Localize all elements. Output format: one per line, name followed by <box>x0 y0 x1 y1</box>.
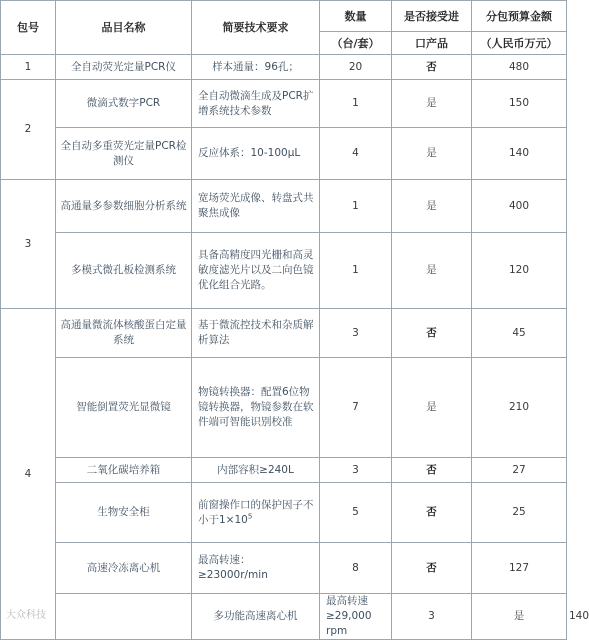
item-name: 智能倒置荧光显微镜 <box>56 358 192 458</box>
accept-import: 是 <box>392 80 472 128</box>
accept-import: 是 <box>392 180 472 233</box>
quantity: 3 <box>392 594 472 640</box>
accept-import: 否 <box>392 309 472 358</box>
header-pkg: 包号 <box>1 1 56 55</box>
table-row <box>1 55 567 80</box>
quantity: 7 <box>320 358 392 458</box>
item-name: 多功能高速离心机 <box>192 594 320 640</box>
tech-requirement: 反应体系：10-100μL <box>192 128 320 180</box>
budget: 150 <box>472 80 567 128</box>
package-number: 1 <box>1 55 56 80</box>
header-tech: 简要技术要求 <box>192 1 320 55</box>
tech-requirement: 内部容积≥240L <box>192 458 320 483</box>
table-row <box>1 483 567 543</box>
header-qty: 数量 <box>320 1 392 32</box>
table-row <box>1 80 567 128</box>
header-import-2: 口产品 <box>392 32 472 55</box>
tech-requirement: 最高转速：≥23000r/min <box>192 543 320 594</box>
table-row <box>1 358 567 458</box>
watermark: 大众科技 <box>6 610 46 621</box>
budget: 210 <box>472 358 567 458</box>
accept-import: 否 <box>392 458 472 483</box>
tech-requirement: 具备高精度四光栅和高灵敏度滤光片以及二向色镜优化组合光路。 <box>192 233 320 309</box>
budget: 25 <box>472 483 567 543</box>
table-row <box>1 543 567 594</box>
superscript: 5 <box>247 512 253 520</box>
item-name: 二氧化碳培养箱 <box>56 458 192 483</box>
table-row: 多功能高速离心机 最高转速≥29,000 rpm 3 是 140 <box>1 594 567 640</box>
table-row <box>1 309 567 358</box>
accept-import: 否 <box>392 543 472 594</box>
item-name: 生物安全柜 <box>56 483 192 543</box>
item-name: 多模式微孔板检测系统 <box>56 233 192 309</box>
quantity: 4 <box>320 128 392 180</box>
tech-requirement: 最高转速≥29,000 rpm <box>320 594 392 640</box>
package-number: 4 <box>1 309 56 640</box>
tech-requirement: 样本通量：96孔； <box>192 55 320 80</box>
package-number: 3 <box>1 180 56 309</box>
accept-import: 是 <box>392 358 472 458</box>
tech-requirement <box>192 483 320 543</box>
package-number <box>56 594 192 640</box>
table-row <box>1 233 567 309</box>
item-name: 高通量多参数细胞分析系统 <box>56 180 192 233</box>
budget: 140 <box>472 128 567 180</box>
quantity: 3 <box>320 309 392 358</box>
table-row <box>1 128 567 180</box>
header-budget: 分包预算金额 <box>472 1 567 32</box>
item-name: 高通量微流体核酸蛋白定量系统 <box>56 309 192 358</box>
item-name: 全自动荧光定量PCR仪 <box>56 55 192 80</box>
header-budget-unit: （人民币万元） <box>472 32 567 55</box>
item-name: 全自动多重荧光定量PCR检测仪 <box>56 128 192 180</box>
quantity: 1 <box>320 233 392 309</box>
tech-requirement: 物镜转换器：配置6位物镜转换器，物镜参数在软件端可智能识别校准 <box>192 358 320 458</box>
tech-requirement: 宽场荧光成像、转盘式共聚焦成像 <box>192 180 320 233</box>
quantity: 5 <box>320 483 392 543</box>
budget: 400 <box>472 180 567 233</box>
quantity: 20 <box>320 55 392 80</box>
quantity: 1 <box>320 180 392 233</box>
budget: 120 <box>472 233 567 309</box>
item-name: 微滴式数字PCR <box>56 80 192 128</box>
quantity: 3 <box>320 458 392 483</box>
table-row <box>1 458 567 483</box>
budget: 45 <box>472 309 567 358</box>
header-row <box>1 1 567 32</box>
header-qty-unit: （台/套） <box>320 32 392 55</box>
tech-requirement: 基于微流控技术和杂质解析算法 <box>192 309 320 358</box>
tech-requirement: 全自动微滴生成及PCR扩增系统技术参数 <box>192 80 320 128</box>
quantity: 1 <box>320 80 392 128</box>
table-row <box>1 180 567 233</box>
budget: 480 <box>472 55 567 80</box>
header-import: 是否接受进 <box>392 1 472 32</box>
accept-import: 是 <box>392 233 472 309</box>
item-name: 高速冷冻离心机 <box>56 543 192 594</box>
accept-import: 否 <box>392 55 472 80</box>
tech-text: 前窗操作口的保护因子不小于1×10 <box>198 498 314 526</box>
budget: 127 <box>472 543 567 594</box>
header-name: 品目名称 <box>56 1 192 55</box>
quantity: 8 <box>320 543 392 594</box>
budget: 27 <box>472 458 567 483</box>
accept-import: 否 <box>392 483 472 543</box>
accept-import: 是 <box>472 594 567 640</box>
accept-import: 是 <box>392 128 472 180</box>
package-number: 2 <box>1 80 56 180</box>
